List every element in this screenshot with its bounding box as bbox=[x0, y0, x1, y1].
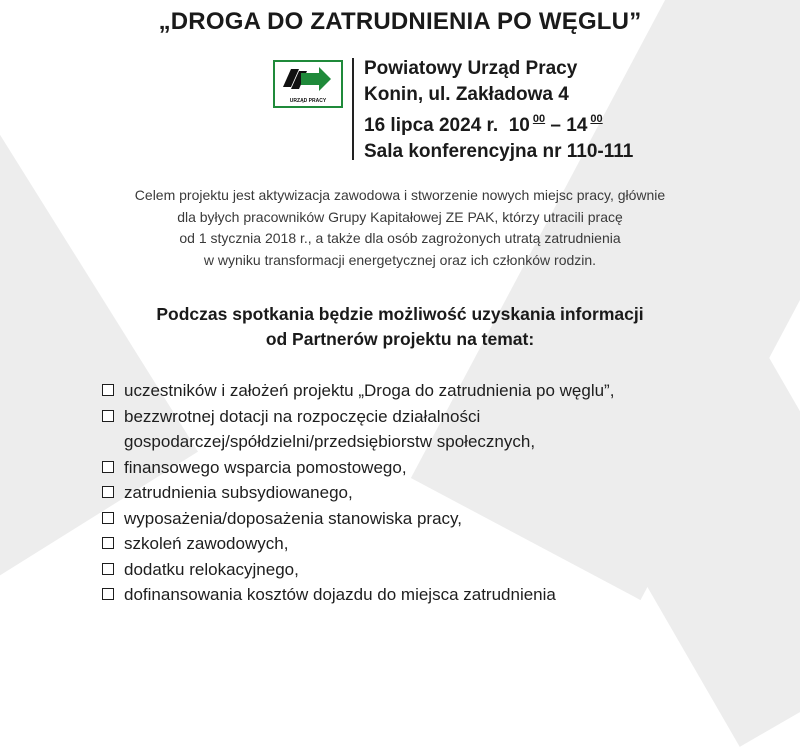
list-item bbox=[102, 378, 742, 404]
list-item-text: dodatku relokacyjnego, bbox=[124, 559, 299, 579]
date-time bbox=[364, 107, 633, 139]
list-item-text: dofinansowania kosztów dojazdu do miejsca zatrudnienia bbox=[124, 585, 556, 604]
list-item bbox=[102, 455, 742, 481]
checkbox-icon bbox=[102, 512, 114, 524]
arrows-icon bbox=[281, 65, 333, 95]
urzad-pracy-logo bbox=[273, 60, 343, 108]
description-line: Celem projektu jest aktywizacja zawodowa i stworzenie nowych miejsc pracy, głównie bbox=[134, 187, 666, 203]
list-item bbox=[102, 557, 742, 583]
end-hour: 14 bbox=[566, 115, 588, 136]
list-item-text: szkoleń zawodowych, bbox=[124, 534, 289, 553]
checkbox-icon bbox=[102, 410, 114, 422]
event-info bbox=[364, 56, 633, 164]
start-minutes: 00 bbox=[532, 113, 546, 125]
topics-heading bbox=[40, 302, 760, 352]
heading-line: Podczas spotkania będzie możliwość uzyskania informacji bbox=[156, 304, 644, 324]
date: 16 lipca 2024 r. bbox=[364, 115, 499, 136]
room: Sala konferencyjna nr 110-111 bbox=[364, 140, 634, 162]
divider bbox=[352, 58, 354, 160]
checkbox-icon bbox=[102, 461, 114, 473]
checkbox-icon bbox=[102, 486, 114, 498]
page-title: „DROGA DO ZATRUDNIENIA PO WĘGLU” bbox=[158, 8, 642, 35]
time-separator: – bbox=[550, 115, 561, 136]
checkbox-icon bbox=[102, 563, 114, 575]
logo-text: URZĄD PRACY bbox=[289, 98, 327, 104]
heading-line: od Partnerów projektu na temat: bbox=[265, 329, 535, 349]
start-hour: 10 bbox=[508, 115, 530, 136]
checkbox-icon bbox=[102, 588, 114, 600]
address: Konin, ul. Zakładowa 4 bbox=[364, 83, 569, 105]
list-item-text: bezzwrotnej dotacji na rozpoczęcie działalności gospodarczej/spółdzielni/przedsiębiorstw społecznych, bbox=[124, 406, 536, 451]
list-item-text: uczestników i założeń projektu „Droga do zatrudnienia po węglu”, bbox=[124, 381, 615, 400]
list-item-text: zatrudnienia subsydiowanego, bbox=[124, 483, 353, 502]
description-line: w wyniku transformacji energetycznej oraz ich członków rodzin. bbox=[203, 251, 597, 268]
list-item bbox=[102, 531, 742, 557]
list-item bbox=[102, 480, 742, 506]
list-item bbox=[102, 582, 742, 608]
end-minutes: 00 bbox=[590, 113, 603, 125]
list-item bbox=[102, 506, 742, 532]
list-item bbox=[102, 404, 742, 455]
list-item-text: wyposażenia/doposażenia stanowiska pracy, bbox=[124, 508, 462, 528]
description-line: od 1 stycznia 2018 r., a także dla osób zagrożonych utratą zatrudnienia bbox=[179, 230, 621, 246]
topics-list bbox=[102, 378, 742, 608]
description-line: dla byłych pracowników Grupy Kapitałowej ZE PAK, którzy utracili pracę bbox=[177, 208, 623, 225]
checkbox-icon bbox=[102, 384, 114, 396]
project-description bbox=[40, 185, 760, 271]
checkbox-icon bbox=[102, 537, 114, 549]
list-item-text: finansowego wsparcia pomostowego, bbox=[124, 457, 407, 477]
office-name: Powiatowy Urząd Pracy bbox=[364, 58, 578, 79]
